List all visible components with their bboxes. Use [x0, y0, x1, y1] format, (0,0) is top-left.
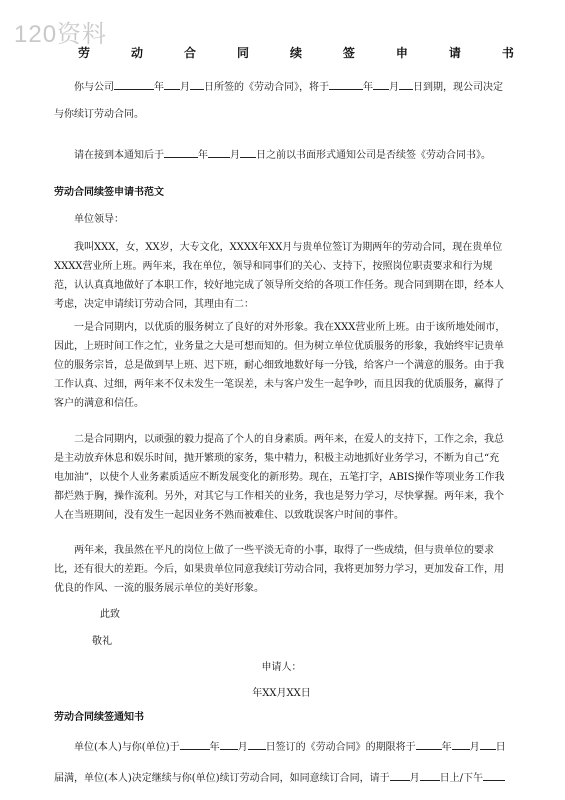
- blank-line: [420, 769, 440, 781]
- body-paragraph-4: 两年来，我虽然在平凡的岗位上做了一些平淡无奇的小事，取得了一些成绩，但与贵单位的要求比，还有很大的差距。今后，如果贵单位同意我续订劳动合同，我将更加努力学习，更加发奋工作，用优良的作风、一流的服务展示单位的美好形象。: [54, 545, 504, 594]
- title-char: 合: [183, 46, 196, 60]
- blank-line: [220, 738, 238, 750]
- text-run: 请在接到本通知后于: [74, 150, 164, 161]
- watermark-logo: 120资料: [14, 21, 108, 48]
- date-line: 年XX月XX日: [252, 688, 311, 699]
- text-run: 日到期，现公司决定: [413, 82, 503, 93]
- text-run: 届满，单位(本人)决定继续与你(单位)续订劳动合同，如同意续订合同，请于: [54, 773, 390, 784]
- body-paragraph-3: 二是合同期内，以顽强的毅力提高了个人的自身素质。两年来，在爱人的支持下，工作之余，我总是主动放弃休息和娱乐时间，抛开繁琐的家务，集中精力，积极主动地抓好业务学习，不断为自己“充电加油”，以使个人业务素质适应不断发展变化的新形势。现在，五笔打字，ABIS操作等项业务工作我都烂熟于胸，操作流利。另外，对其它与工作相关的业务，我也是努力学习，尽快掌握。两年来，我个人在当班期间，没有发生一起因业务不熟而被难住、以致耽误客户时间的事件。: [54, 434, 505, 521]
- intro-paragraph-1: [54, 78, 509, 124]
- text-run: 年: [154, 82, 164, 93]
- blank-line: [390, 769, 410, 781]
- title-char: 续: [289, 46, 302, 60]
- text-run: 日所签的《劳动合同》，将于: [204, 82, 329, 93]
- body-paragraph-2: 一是合同期内，以优质的服务树立了良好的对外形象。我在XXX营业所上班。由于该所地处闹市，因此，上班时间工作之忙，业务量之大是可想而知的。但为树立单位优质服务的形象，我始终牢记贵单位的服务宗旨，总是做到早上班、迟下班，耐心细致地数好每一分钱，给客户一个满意的服务。由于我工作认真、过细，两年来不仅未发生一笔误差，未与客户发生一起争吵，而且因我的优质服务，赢得了客户的满意和信任。: [54, 322, 506, 409]
- text-run: 年: [198, 150, 208, 161]
- blank-line: [480, 738, 496, 750]
- blank-line: [164, 146, 198, 158]
- closing-salutation: 此致: [100, 609, 120, 620]
- blank-line: [180, 738, 210, 750]
- text-run: 日上/下午: [439, 773, 483, 784]
- intro-line-2: 与你续订劳动合同。: [54, 109, 144, 120]
- text-run: 月: [237, 742, 248, 753]
- blank-line: [373, 78, 389, 90]
- text-run: 日之前以书面形式通知公司是否续签《劳动合同书》。: [256, 150, 491, 161]
- blank-line: [240, 146, 256, 158]
- title-char: 同: [236, 46, 249, 60]
- text-run: 日签订的《劳动合同》的期限将于: [265, 742, 416, 753]
- blank-line: [452, 738, 470, 750]
- document-title: [78, 44, 514, 61]
- blank-line: [329, 78, 363, 90]
- title-char: 劳: [78, 46, 91, 60]
- blank-line: [399, 78, 413, 90]
- title-char: 请: [448, 46, 461, 60]
- title-char: 申: [395, 46, 408, 60]
- salutation: 单位领导：: [74, 214, 124, 225]
- body-paragraph-1: 我叫XXX，女，XX岁，大专文化，XXXX年XX月与贵单位签订为期两年的劳动合同，现在贵单位XXXX营业所上班。两年来，我在单位，领导和同事们的关心、支持下，按照岗位职责要求和行为规范，认认真真地做好了本职工作，较好地完成了领导所交给的各项工作任务。现合同到期在即，经本人考虑，决定申请续订劳动合同，其理由有二：: [54, 242, 504, 310]
- blank-line: [416, 738, 442, 750]
- section-heading-2: 劳动合同续签通知书: [54, 712, 144, 723]
- blank-line: [114, 78, 154, 90]
- applicant-label: 申请人：: [261, 662, 302, 673]
- text-run: 月: [180, 82, 190, 93]
- text-run: 日: [495, 742, 506, 753]
- blank-line: [248, 738, 266, 750]
- text-run: 月: [469, 742, 480, 753]
- text-run: 月: [389, 82, 399, 93]
- text-run: 月: [409, 773, 420, 784]
- text-run: 年: [363, 82, 373, 93]
- intro-paragraph-2: [54, 146, 509, 165]
- text-run: 月: [230, 150, 240, 161]
- blank-line: [164, 78, 180, 90]
- title-char: 动: [130, 46, 143, 60]
- text-run: 年: [441, 742, 452, 753]
- text-run: 年: [209, 742, 220, 753]
- closing-regards: 敬礼: [92, 636, 112, 647]
- blank-line: [483, 769, 505, 781]
- section-heading-1: 劳动合同续签申请书范文: [54, 187, 164, 198]
- blank-line: [190, 78, 204, 90]
- blank-line: [208, 146, 230, 158]
- text-run: 单位(本人)与你(单位)于: [74, 742, 180, 753]
- title-char: 签: [342, 46, 355, 60]
- title-char: 书: [501, 46, 514, 60]
- notice-paragraph: [54, 738, 509, 788]
- text-run: 你与公司: [74, 82, 114, 93]
